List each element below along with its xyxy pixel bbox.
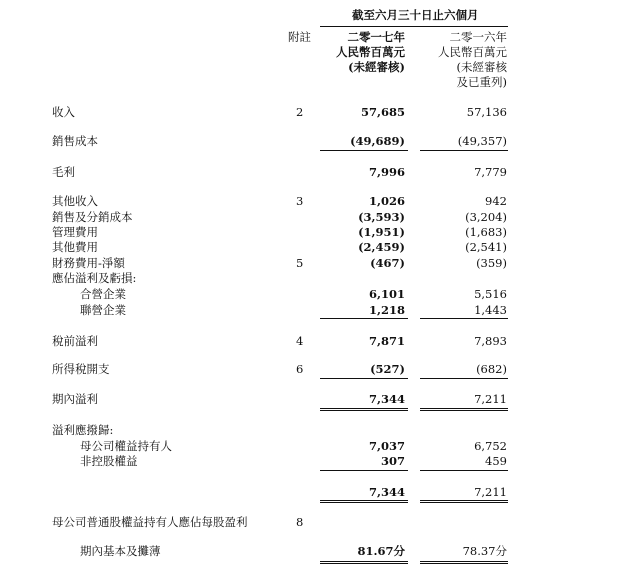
row-label: 母公司權益持有人 [80,439,172,453]
row-v1: (3,593) [358,210,405,224]
row-v2: (3,204) [465,210,507,224]
row-label: 期內基本及攤薄 [80,544,161,558]
underline [420,408,508,411]
row-v1: 7,871 [368,334,405,348]
row-v1: 6,101 [368,287,405,301]
row-label: 稅前溢利 [52,334,98,348]
row-v1: 81.67分 [357,544,405,558]
row-v1: (2,459) [358,240,405,254]
row-label: 應佔溢利及虧損: [52,271,137,285]
header-rule [320,26,508,27]
row-label: 母公司普通股權益持有人應佔每股盈利 [52,515,248,529]
row-label: 所得稅開支 [52,362,110,376]
underline [420,470,508,471]
col1-unit: 人民幣百萬元 [336,45,405,59]
underline [420,318,508,319]
row-label: 其他費用 [52,240,98,254]
row-label: 收入 [52,105,75,119]
row-label: 其他收入 [52,194,98,208]
row-v2: 459 [485,454,507,468]
row-v2: 57,136 [466,105,507,119]
row-v2: 1,443 [474,303,507,317]
row-v1: 7,344 [368,392,405,406]
underline [420,378,508,379]
underline [320,318,408,319]
row-v2: (49,357) [457,134,507,148]
row-v1: 7,996 [368,165,405,179]
row-v2: 7,779 [474,165,507,179]
row-note: 6 [296,362,304,376]
row-v2: 942 [485,194,507,208]
row-label: 非控股權益 [80,454,138,468]
row-label: 期內溢利 [52,392,98,406]
row-v1: 1,026 [368,194,405,208]
col1-audit: (未經審核) [348,60,405,74]
row-v1: 7,344 [368,485,405,499]
col2-unit: 人民幣百萬元 [438,45,507,59]
row-v2: 7,893 [474,334,507,348]
row-note: 8 [296,515,304,529]
row-label: 毛利 [52,165,75,179]
underline [320,500,408,503]
row-v1: (527) [370,362,405,376]
row-v2: 78.37分 [462,544,507,558]
underline [320,150,408,151]
row-note: 3 [296,194,304,208]
row-label: 溢利應撥歸: [52,423,114,437]
row-v1: 1,218 [368,303,405,317]
row-v1: 57,685 [360,105,405,119]
col2-year: 二零一六年 [449,30,507,44]
col2-restated: 及已重列) [456,75,507,89]
underline [320,378,408,379]
period-header: 截至六月三十日止六個月 [352,8,479,22]
row-label: 銷售成本 [52,134,98,148]
underline [420,561,508,564]
row-v1: (49,689) [350,134,405,148]
underline [320,408,408,411]
row-note: 4 [296,334,304,348]
row-v2: (2,541) [465,240,507,254]
row-v2: (1,683) [465,225,507,239]
row-note: 2 [296,105,304,119]
row-v1: (467) [370,256,405,270]
underline [320,470,408,471]
underline [420,500,508,503]
row-label: 財務費用-淨額 [52,256,125,270]
note-header: 附註 [288,30,311,44]
row-v1: 7,037 [368,439,405,453]
row-v1: 307 [380,454,405,468]
row-v1: (1,951) [358,225,405,239]
underline [320,561,408,564]
row-v2: (682) [476,362,507,376]
row-label: 銷售及分銷成本 [52,210,133,224]
row-label: 管理費用 [52,225,98,239]
row-note: 5 [296,256,304,270]
row-label: 合營企業 [80,287,126,301]
row-v2: 6,752 [474,439,507,453]
col1-year: 二零一七年 [347,30,405,44]
underline [420,150,508,151]
row-label: 聯營企業 [80,303,126,317]
row-v2: (359) [476,256,507,270]
col2-audit: (未經審核 [456,60,507,74]
row-v2: 7,211 [474,392,507,406]
row-v2: 7,211 [474,485,507,499]
row-v2: 5,516 [474,287,507,301]
